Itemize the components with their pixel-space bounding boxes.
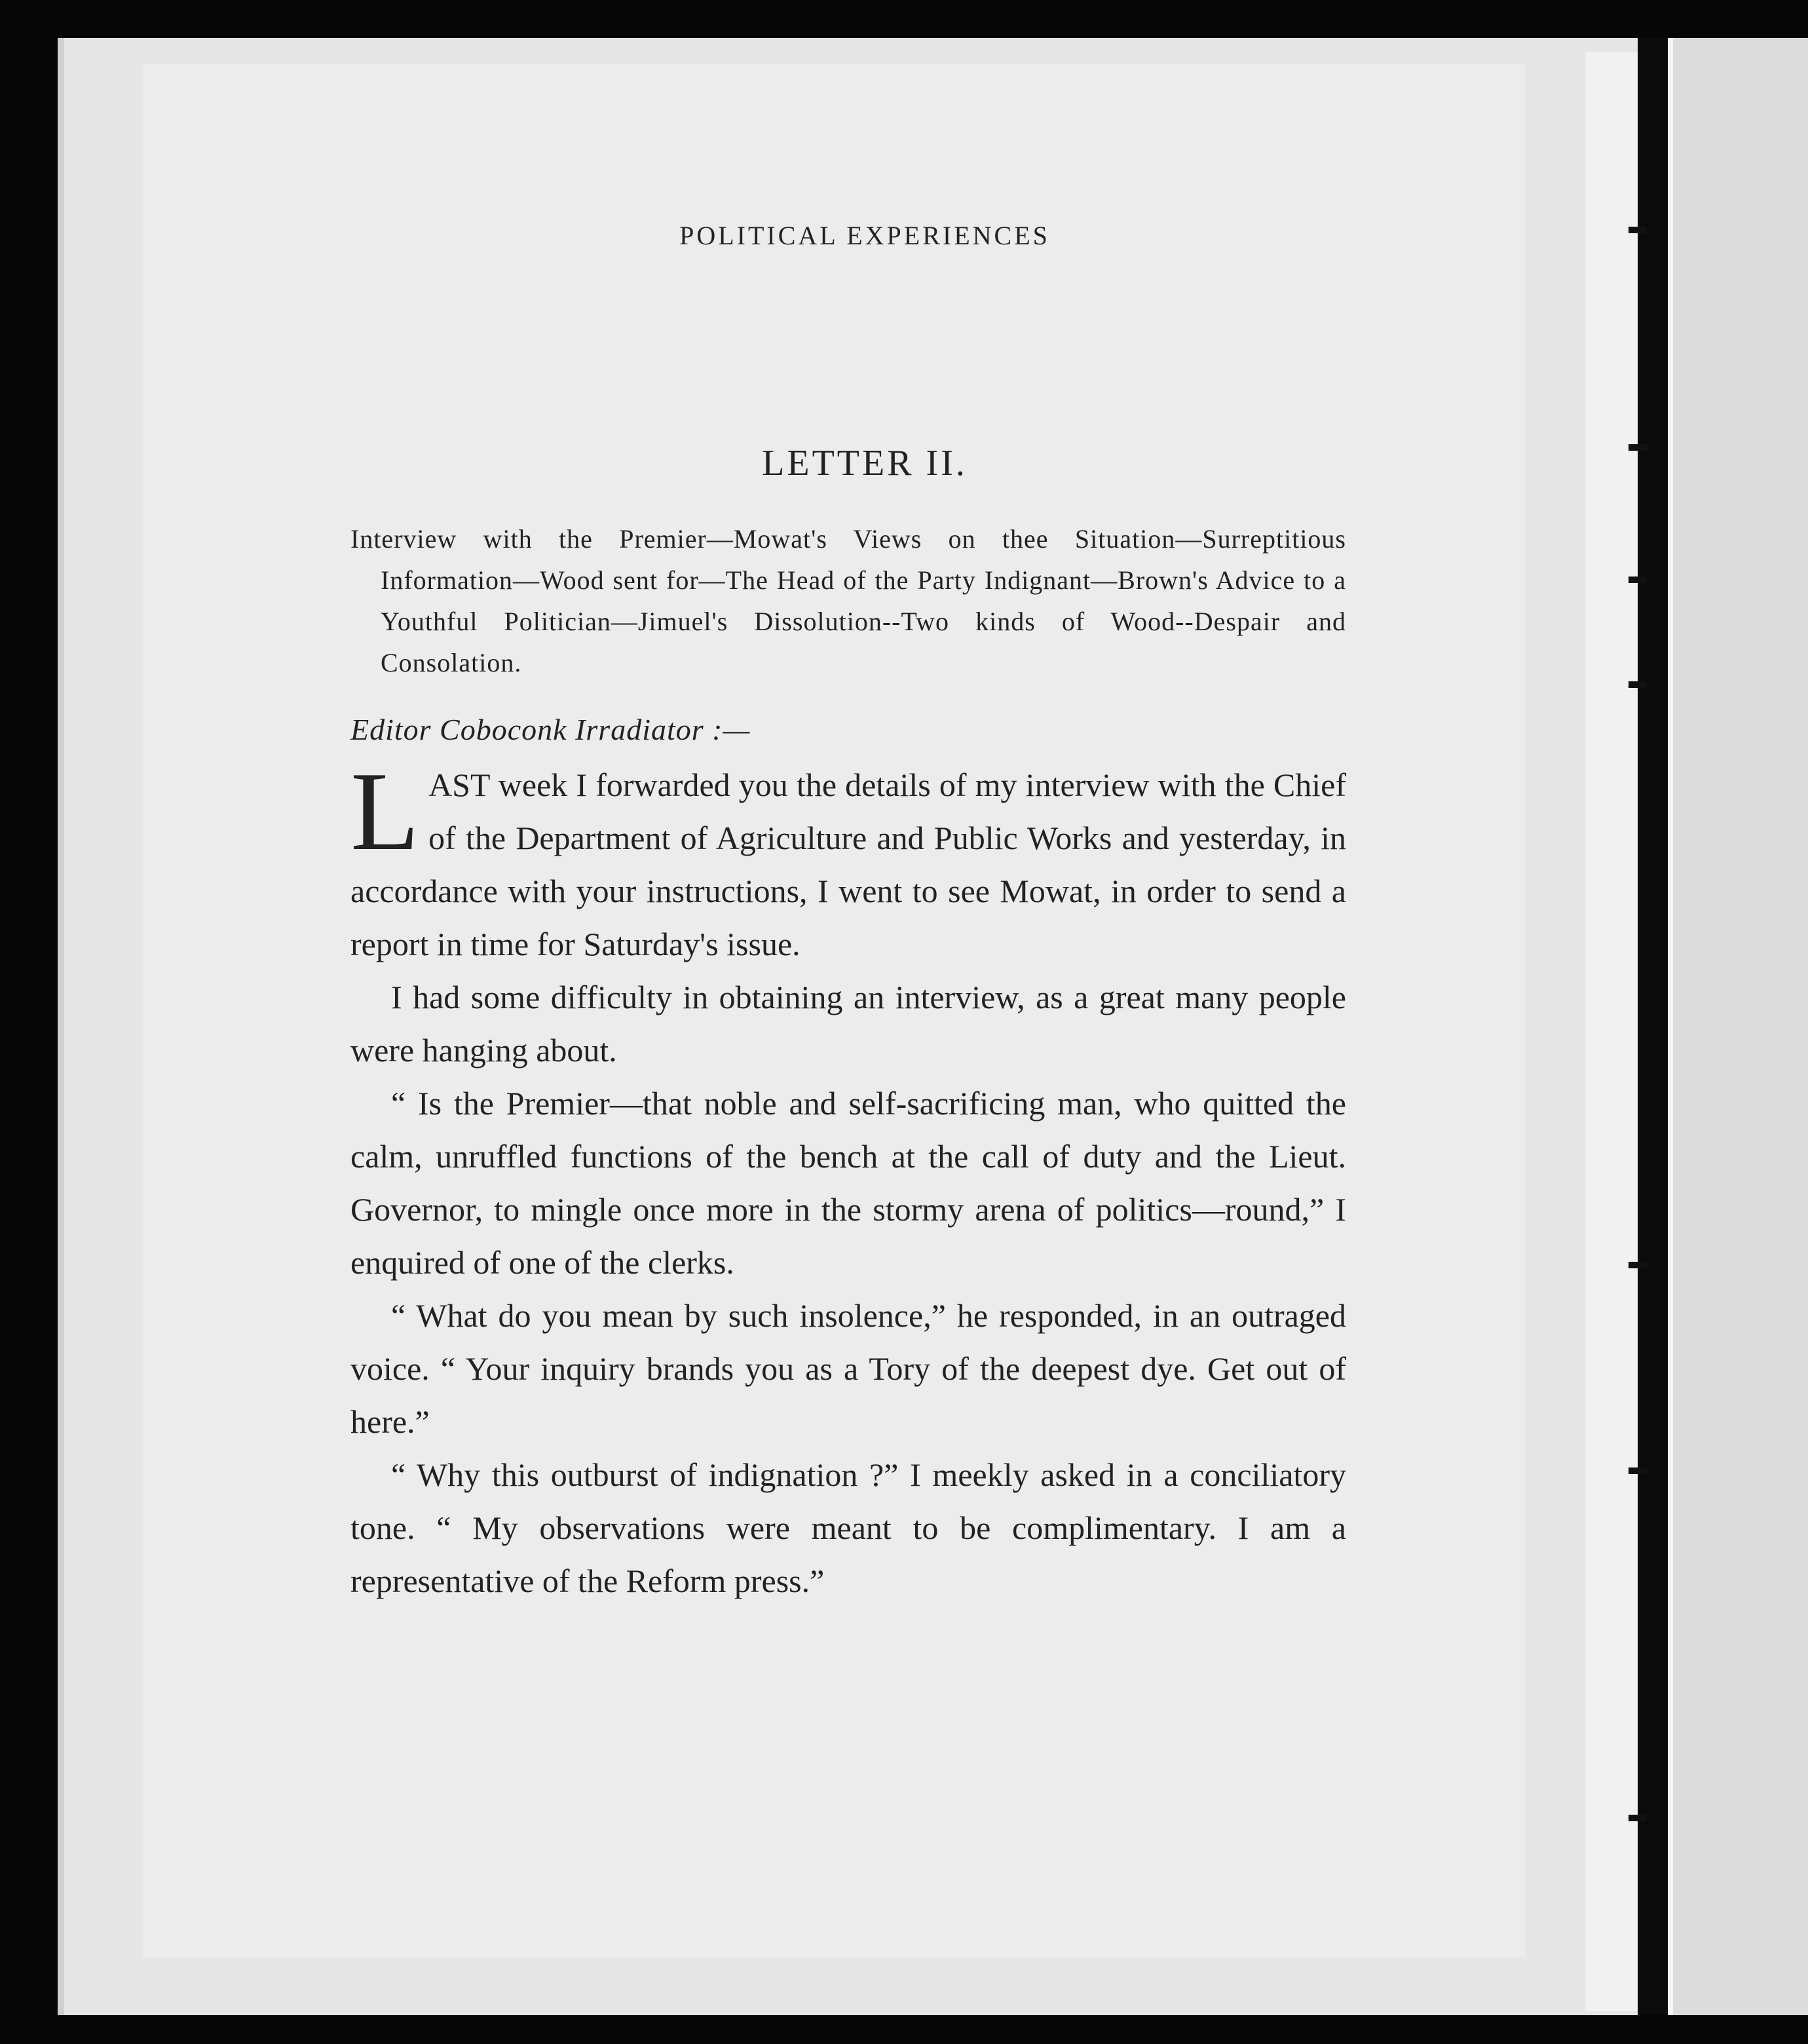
binding-stitch bbox=[1629, 681, 1647, 688]
paragraph-1 bbox=[350, 749, 1346, 971]
binding-stitch bbox=[1629, 444, 1647, 451]
next-page-edge bbox=[1668, 38, 1808, 2015]
binding-stitch bbox=[1629, 1262, 1647, 1268]
paragraph-3: “ Is the Premier—that noble and self-sacrificing man, who quitted the calm, unruffled functions of the bench at the call of duty and the Lieut. Governor, to mingle once more in the stormy arena of politics—round,” I enquired of one of the clerks. bbox=[350, 1085, 1346, 1281]
chapter-synopsis: Interview with the Premier—Mowat's Views on thee Situation—Surreptitious Information—Wood sent for—The Head of the Party Indignant—Brown's Advice to a Youthful Politician—Jimuel's Dissolution--Two kinds of Wood--Despair and Consolation. bbox=[350, 524, 1346, 677]
salutation: Editor Coboconk Irradiator :— bbox=[350, 713, 751, 746]
book-gutter bbox=[1638, 38, 1668, 2015]
binding-stitch bbox=[1629, 1467, 1647, 1474]
paragraph-1-text: AST week I forwarded you the details of my interview with the Chief of the Department of Agriculture and Public Works and yesterday, in accordance with your instructions, I went to see Mowat, in order to send a report in time for Saturday's issue. bbox=[350, 766, 1346, 962]
paragraph-2: I had some difficulty in obtaining an interview, as a great many people were hanging about. bbox=[350, 979, 1346, 1069]
drop-cap: L bbox=[350, 749, 420, 874]
paragraph-5: “ Why this outburst of indignation ?” I meekly asked in a conciliatory tone. “ My observations were meant to be complimentary. I am a representative of the Reform press.” bbox=[350, 1456, 1346, 1599]
binding-stitch bbox=[1629, 227, 1647, 233]
binding-stitch bbox=[1629, 1815, 1647, 1821]
page-text bbox=[350, 216, 1346, 1608]
page-binding-edge bbox=[1585, 52, 1638, 2011]
paragraph-4: “ What do you mean by such insolence,” he responded, in an outraged voice. “ Your inquiry brands you as a Tory of the deepest dye. Get out of here.” bbox=[350, 1297, 1346, 1440]
binding-stitch bbox=[1629, 577, 1647, 583]
running-head: POLITICAL EXPERIENCES bbox=[679, 221, 1050, 250]
letter-title: LETTER II. bbox=[762, 443, 968, 483]
